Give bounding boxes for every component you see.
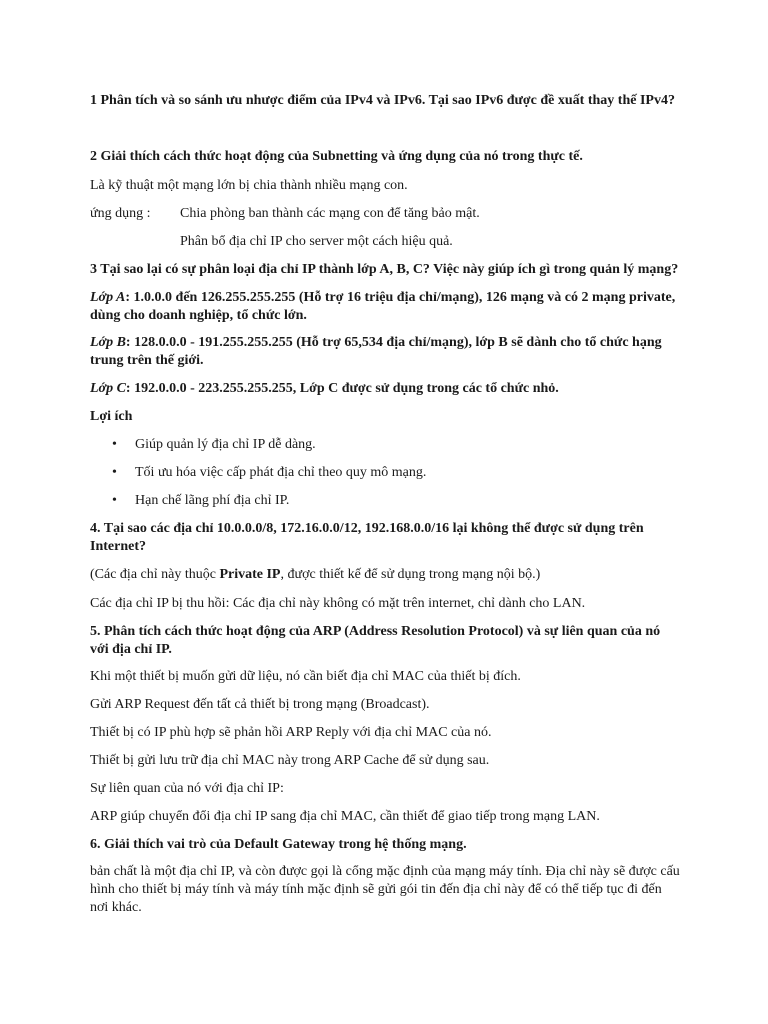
application-item-2: Phân bổ địa chỉ IP cho server một cách hiệu quả. bbox=[180, 234, 453, 249]
arp-relation-heading: Sự liên quan của nó với địa chỉ IP: bbox=[90, 781, 284, 796]
class-b-text: : 128.0.0.0 - 191.255.255.255 (Hỗ trợ 65,534 địa chỉ/mạng), lớp B sẽ dành cho tổ chức hạng trung trên thế giới. bbox=[90, 335, 662, 368]
subnetting-application-row-2 bbox=[90, 233, 680, 251]
bullet-icon: • bbox=[112, 437, 117, 452]
reclaimed-ip-paragraph: Các địa chỉ IP bị thu hồi: Các địa chỉ này không có mặt trên internet, chỉ dành cho LAN. bbox=[90, 596, 586, 611]
private-ip-note-prefix: (Các địa chỉ này thuộc bbox=[90, 567, 220, 582]
question-1-heading: 1 Phân tích và so sánh ưu nhược điểm của IPv4 và IPv6. Tại sao IPv6 được đề xuất thay thế IPv4? bbox=[90, 93, 675, 108]
question-5-heading: 5. Phân tích cách thức hoạt động của ARP (Address Resolution Protocol) và sự liên quan của nó với địa chỉ IP. bbox=[90, 624, 661, 657]
question-4-heading: 4. Tại sao các địa chỉ 10.0.0.0/8, 172.16.0.0/12, 192.168.0.0/16 lại không thể được sử dụng trên Internet? bbox=[90, 521, 644, 554]
application-item-1: Chia phòng ban thành các mạng con để tăng bảo mật. bbox=[180, 206, 480, 221]
arp-relation-text: ARP giúp chuyển đổi địa chỉ IP sang địa chỉ MAC, cần thiết để giao tiếp trong mạng LAN. bbox=[90, 809, 600, 824]
benefit-text: Tối ưu hóa việc cấp phát địa chỉ theo quy mô mạng. bbox=[135, 465, 427, 480]
class-c-paragraph bbox=[90, 380, 680, 398]
class-a-label: Lớp A bbox=[90, 290, 126, 305]
class-b-paragraph bbox=[90, 334, 680, 370]
private-ip-note bbox=[90, 566, 680, 584]
class-c-text: : 192.0.0.0 - 223.255.255.255, Lớp C được sử dụng trong các tổ chức nhỏ. bbox=[125, 381, 559, 396]
question-6-heading: 6. Giải thích vai trò của Default Gateway trong hệ thống mạng. bbox=[90, 837, 467, 852]
benefit-text: Giúp quản lý địa chỉ IP dễ dàng. bbox=[135, 437, 316, 452]
private-ip-term: Private IP bbox=[219, 567, 281, 582]
benefit-text: Hạn chế lãng phí địa chỉ IP. bbox=[135, 493, 290, 508]
bullet-icon: • bbox=[112, 493, 117, 508]
question-2-heading: 2 Giải thích cách thức hoạt động của Subnetting và ứng dụng của nó trong thực tế. bbox=[90, 149, 583, 164]
subnetting-application-row bbox=[90, 205, 680, 223]
subnetting-definition: Là kỹ thuật một mạng lớn bị chia thành nhiều mạng con. bbox=[90, 178, 408, 193]
class-c-label: Lớp C bbox=[90, 381, 126, 396]
arp-step-1: Khi một thiết bị muốn gửi dữ liệu, nó cần biết địa chỉ MAC của thiết bị đích. bbox=[90, 669, 521, 684]
class-a-paragraph bbox=[90, 289, 680, 325]
question-3-heading: 3 Tại sao lại có sự phân loại địa chỉ IP thành lớp A, B, C? Việc này giúp ích gì trong quản lý mạng? bbox=[90, 262, 679, 277]
default-gateway-paragraph: bản chất là một địa chỉ IP, và còn được gọi là cổng mặc định của mạng máy tính. Địa chỉ này sẽ được cấu hình cho thiết bị máy tính và máy tính mặc định sẽ gửi gói tin đến địa chỉ này để có thể tiếp tục đi đến nơi khác. bbox=[90, 864, 680, 915]
arp-step-2: Gửi ARP Request đến tất cả thiết bị trong mạng (Broadcast). bbox=[90, 697, 430, 712]
bullet-icon: • bbox=[112, 465, 117, 480]
application-label: ứng dụng : bbox=[90, 206, 151, 221]
class-b-label: Lớp B bbox=[90, 335, 126, 350]
benefits-heading: Lợi ích bbox=[90, 409, 133, 424]
class-a-text: : 1.0.0.0 đến 126.255.255.255 (Hỗ trợ 16 triệu địa chỉ/mạng), 126 mạng và có 2 mạng private, dùng cho doanh nghiệp, tổ chức lớn. bbox=[90, 290, 676, 323]
private-ip-note-suffix: , được thiết kế để sử dụng trong mạng nội bộ.) bbox=[280, 567, 541, 582]
arp-step-4: Thiết bị gửi lưu trữ địa chỉ MAC này trong ARP Cache để sử dụng sau. bbox=[90, 753, 490, 768]
arp-step-3: Thiết bị có IP phù hợp sẽ phản hồi ARP Reply với địa chỉ MAC của nó. bbox=[90, 725, 492, 740]
